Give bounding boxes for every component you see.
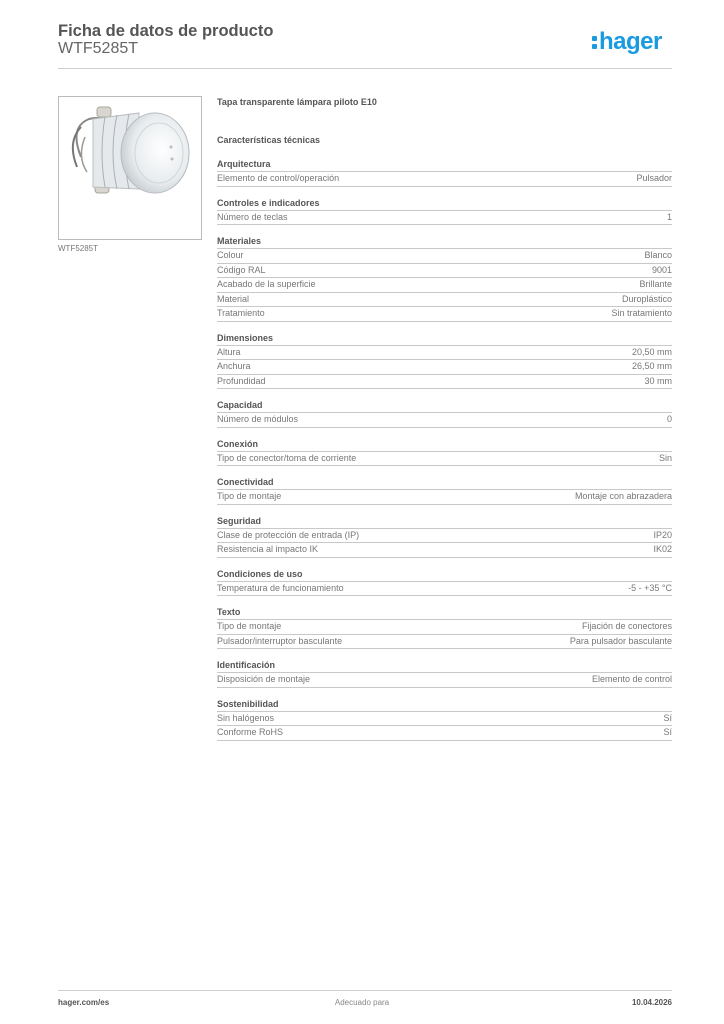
spec-value: Elemento de control <box>591 674 672 684</box>
spec-value: 1 <box>666 211 672 222</box>
spec-row <box>217 264 672 279</box>
spec-group-title: Conectividad <box>217 476 672 490</box>
spec-group <box>217 399 672 428</box>
spec-group-title: Condiciones de uso <box>217 568 672 582</box>
spec-group-title: Identificación <box>217 659 672 673</box>
spec-row <box>217 413 672 428</box>
spec-row <box>217 582 672 597</box>
spec-label: Profundidad <box>217 375 266 386</box>
spec-row <box>217 249 672 264</box>
spec-label: Tratamiento <box>217 308 265 318</box>
spec-group <box>217 698 672 741</box>
footer-center-text: Adecuado para <box>334 998 390 1007</box>
spec-row <box>217 726 672 741</box>
spec-group-title: Conexión <box>217 438 672 452</box>
spec-value: Blanco <box>644 250 672 260</box>
logo-text: hager <box>599 28 662 55</box>
spec-label: Colour <box>217 250 244 260</box>
spec-group-title: Texto <box>217 606 672 620</box>
spec-group <box>217 515 672 558</box>
spec-group <box>217 332 672 390</box>
spec-row <box>217 635 672 650</box>
spec-value: Sí <box>663 727 672 737</box>
spec-value: 26,50 mm <box>631 361 672 371</box>
product-description: Tapa transparente lámpara piloto E10 <box>217 97 377 107</box>
product-image <box>58 96 202 240</box>
spec-value: -5 - +35 °C <box>628 582 672 593</box>
spec-label: Sin halógenos <box>217 712 275 723</box>
spec-row <box>217 360 672 375</box>
spec-label: Elemento de control/operación <box>217 173 340 183</box>
spec-label: Código RAL <box>217 264 266 275</box>
spec-label: Clase de protección de entrada (IP) <box>217 529 360 540</box>
logo-colon-icon <box>592 34 597 50</box>
spec-value: Brillante <box>639 279 672 289</box>
spec-value: 20,50 mm <box>631 346 672 357</box>
spec-label: Material <box>217 293 250 304</box>
spec-group <box>217 568 672 597</box>
spec-row <box>217 346 672 361</box>
spec-group-title: Arquitectura <box>217 158 672 172</box>
spec-label: Tipo de montaje <box>217 621 282 631</box>
specifications <box>217 96 672 741</box>
spec-value: 0 <box>666 414 672 424</box>
spec-row <box>217 529 672 544</box>
spec-group <box>217 158 672 187</box>
pilot-lamp-cover-icon <box>59 97 201 239</box>
spec-row <box>217 673 672 688</box>
spec-group <box>217 235 672 322</box>
spec-group-title: Seguridad <box>217 515 672 529</box>
section-heading: Características técnicas <box>217 135 321 145</box>
spec-value: IK02 <box>653 544 672 554</box>
header-divider <box>58 68 672 69</box>
spec-label: Tipo de conector/toma de corriente <box>217 452 357 463</box>
spec-row <box>217 712 672 727</box>
footer-divider <box>58 990 672 991</box>
spec-label: Número de teclas <box>217 211 288 222</box>
spec-groups <box>217 158 672 741</box>
spec-group-title: Sostenibilidad <box>217 698 672 712</box>
spec-group <box>217 659 672 688</box>
spec-group <box>217 438 672 467</box>
spec-row <box>217 293 672 308</box>
spec-value: Duroplástico <box>621 293 672 304</box>
spec-group <box>217 197 672 226</box>
spec-value: Sí <box>663 712 672 723</box>
spec-value: IP20 <box>653 529 672 540</box>
footer-website-link[interactable]: hager.com/es <box>58 998 110 1007</box>
hager-logo <box>592 28 662 56</box>
spec-row <box>217 278 672 293</box>
spec-row <box>217 543 672 558</box>
spec-row <box>217 452 672 467</box>
spec-row <box>217 211 672 226</box>
spec-value: 9001 <box>651 264 672 275</box>
spec-label: Resistencia al impacto IK <box>217 544 319 554</box>
spec-value: Fijación de conectores <box>581 621 672 631</box>
spec-label: Anchura <box>217 361 251 371</box>
spec-label: Número de módulos <box>217 414 299 424</box>
spec-value: Pulsador <box>636 173 672 183</box>
image-caption: WTF5285T <box>58 244 99 253</box>
spec-value: 30 mm <box>644 375 672 386</box>
spec-group <box>217 606 672 649</box>
spec-value: Montaje con abrazadera <box>574 491 672 501</box>
spec-label: Acabado de la superficie <box>217 279 316 289</box>
spec-row <box>217 307 672 322</box>
spec-value: Sin tratamiento <box>611 308 672 318</box>
spec-row <box>217 375 672 390</box>
spec-group-title: Controles e indicadores <box>217 197 672 211</box>
spec-row <box>217 490 672 505</box>
spec-label: Disposición de montaje <box>217 674 311 684</box>
spec-value: Sin <box>658 452 672 463</box>
spec-label: Altura <box>217 346 241 357</box>
spec-label: Pulsador/interruptor basculante <box>217 635 343 646</box>
spec-value: Para pulsador basculante <box>569 635 672 646</box>
spec-label: Temperatura de funcionamiento <box>217 582 344 593</box>
document-title: Ficha de datos de producto <box>58 22 274 40</box>
spec-row <box>217 172 672 187</box>
spec-row <box>217 620 672 635</box>
footer-date: 10.04.2026 <box>631 998 672 1007</box>
spec-group <box>217 476 672 505</box>
spec-group-title: Dimensiones <box>217 332 672 346</box>
spec-group-title: Materiales <box>217 235 672 249</box>
spec-group-title: Capacidad <box>217 399 672 413</box>
spec-label: Conforme RoHS <box>217 727 284 737</box>
product-code: WTF5285T <box>58 40 139 57</box>
spec-label: Tipo de montaje <box>217 491 282 501</box>
